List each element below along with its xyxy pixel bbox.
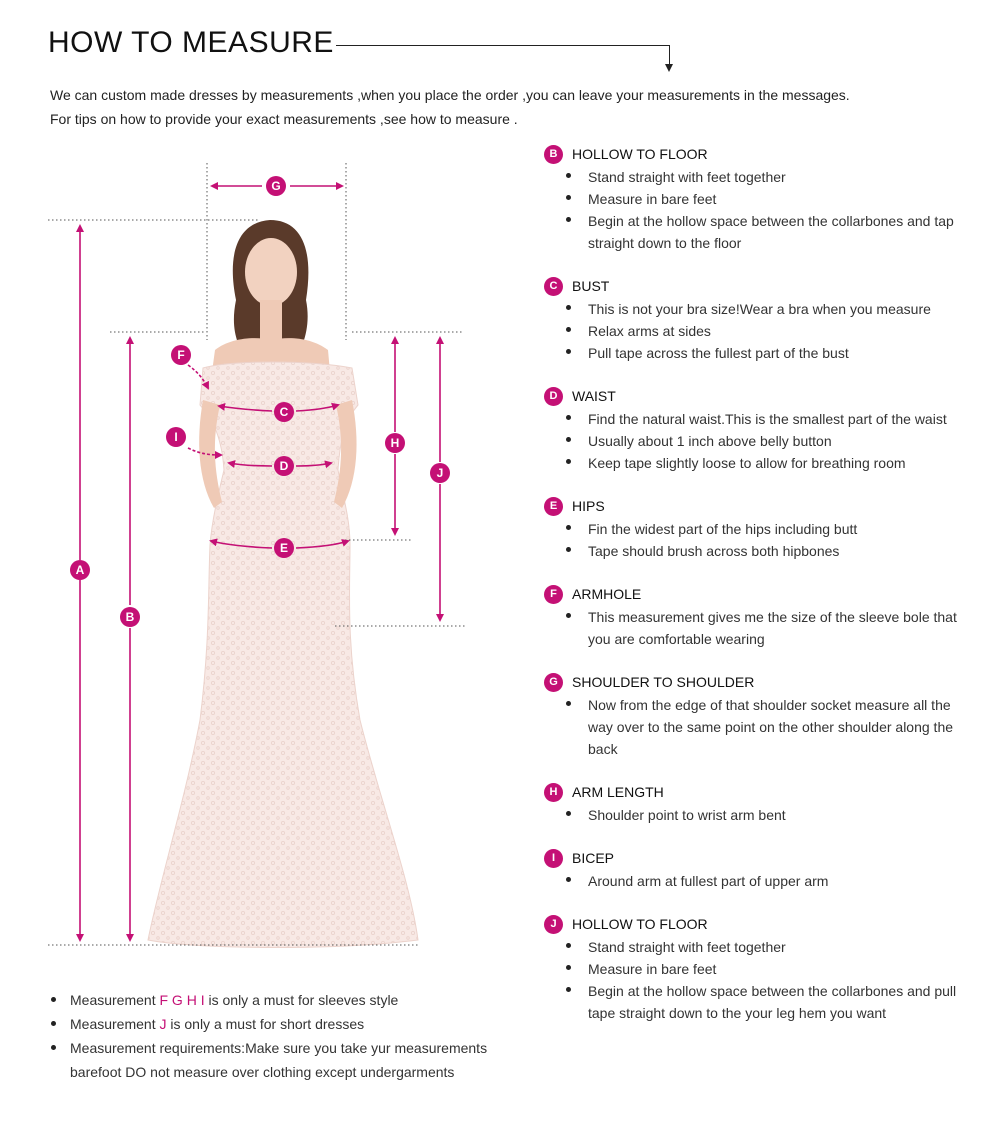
letter-badge: H (544, 783, 563, 802)
note-text: is only a must for sleeves style (204, 992, 399, 1008)
intro-text-line-2: For tips on how to provide your exact measurements ,see how to measure . (50, 111, 518, 127)
bullet-item: Keep tape slightly loose to allow for breathing room (544, 452, 984, 474)
section-title: SHOULDER TO SHOULDER (572, 674, 755, 690)
bullet-item: Around arm at fullest part of upper arm (544, 870, 984, 892)
letter-badge: J (544, 915, 563, 934)
section-title: HOLLOW TO FLOOR (572, 146, 708, 162)
note-text: is only a must for short dresses (166, 1016, 365, 1032)
note-highlight: J (159, 1016, 167, 1032)
dress-body (148, 362, 418, 948)
letter-badge: I (544, 849, 563, 868)
bullet-item: Tape should brush across both hipbones (544, 540, 984, 562)
badge-b (120, 607, 140, 627)
bullet-item: This measurement gives me the size of the sleeve bole that you are comfortable wearing (544, 606, 984, 650)
letter-badge: F (544, 585, 563, 604)
badge-j (430, 463, 450, 483)
letter-badge: G (544, 673, 563, 692)
svg-text:B: B (125, 610, 135, 624)
svg-text:J: J (436, 466, 444, 480)
note-item: Measurement requirements:Make sure you take yur measurements barefoot DO not measure over clothing except undergarments (48, 1036, 518, 1084)
svg-text:D: D (279, 459, 289, 473)
section-title: BUST (572, 278, 610, 294)
bullet-item: Pull tape across the fullest part of the bust (544, 342, 984, 364)
model-illustration (148, 220, 418, 948)
measurement-sections (544, 144, 984, 1024)
svg-text:H: H (390, 436, 400, 450)
badge-f (171, 345, 191, 365)
page-title: HOW TO MEASURE (48, 26, 334, 59)
intro-text-line-1: We can custom made dresses by measurements ,when you place the order ,you can leave your measurements in the messages. (50, 87, 850, 103)
section-title: BICEP (572, 850, 615, 866)
badge-d (274, 456, 294, 476)
svg-text:F: F (177, 348, 185, 362)
measurement-notes (48, 988, 518, 1084)
letter-badge: D (544, 387, 563, 406)
bullet-item: Measure in bare feet (544, 188, 984, 210)
letter-badge: B (544, 145, 563, 164)
note-item (48, 1012, 518, 1036)
svg-text:I: I (174, 430, 178, 444)
bullet-item: Begin at the hollow space between the collarbones and pull tape straight down to the your leg hem you want (544, 980, 984, 1024)
section-bust (544, 276, 984, 386)
bullet-item: Begin at the hollow space between the collarbones and tap straight down to the floor (544, 210, 984, 254)
badge-i (166, 427, 186, 447)
section-bicep (544, 848, 984, 914)
face (245, 238, 297, 306)
section-hips (544, 496, 984, 584)
section-title: ARMHOLE (572, 586, 642, 602)
section-hollow-to-floor-j (544, 914, 984, 1024)
badge-c (274, 402, 294, 422)
letter-badge: C (544, 277, 563, 296)
section-title: WAIST (572, 388, 616, 404)
bullet-item: Stand straight with feet together (544, 166, 984, 188)
section-hollow-to-floor (544, 144, 984, 276)
neck (260, 300, 282, 340)
section-shoulder-to-shoulder (544, 672, 984, 782)
bullet-item: Stand straight with feet together (544, 936, 984, 958)
bullet-item: Now from the edge of that shoulder socket measure all the way over to the same point on the other shoulder along the back (544, 694, 984, 760)
bullet-item: Find the natural waist.This is the smallest part of the waist (544, 408, 984, 430)
note-item (48, 988, 518, 1012)
bullet-item: Fin the widest part of the hips including butt (544, 518, 984, 540)
note-text: Measurement (70, 1016, 160, 1032)
section-title: HIPS (572, 498, 605, 514)
bullet-item: This is not your bra size!Wear a bra when you measure (544, 298, 984, 320)
svg-text:E: E (279, 541, 289, 555)
note-highlight: F G H I (159, 992, 205, 1008)
svg-text:C: C (279, 405, 289, 419)
arrow-down-icon (665, 64, 673, 72)
note-text: Measurement (70, 992, 160, 1008)
section-waist (544, 386, 984, 496)
badge-h (385, 433, 405, 453)
badge-a (70, 560, 90, 580)
letter-badge: E (544, 497, 563, 516)
title-rule (336, 45, 669, 46)
section-title: ARM LENGTH (572, 784, 664, 800)
badge-g (266, 176, 286, 196)
section-armhole (544, 584, 984, 672)
bullet-item: Shoulder point to wrist arm bent (544, 804, 984, 826)
section-title: HOLLOW TO FLOOR (572, 916, 708, 932)
bullet-item: Relax arms at sides (544, 320, 984, 342)
bullet-item: Usually about 1 inch above belly button (544, 430, 984, 452)
svg-text:G: G (271, 179, 281, 193)
measurement-figure (0, 140, 520, 960)
bullet-item: Measure in bare feet (544, 958, 984, 980)
badge-e (274, 538, 294, 558)
svg-text:A: A (75, 563, 85, 577)
section-arm-length (544, 782, 984, 848)
